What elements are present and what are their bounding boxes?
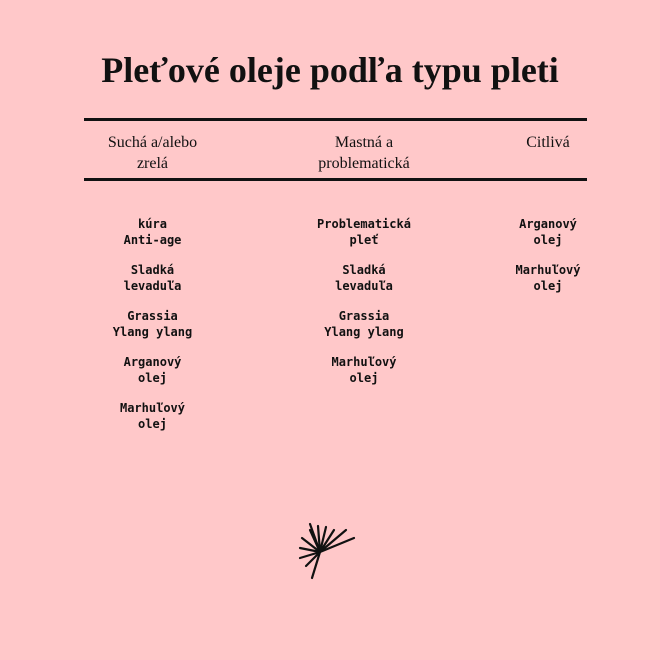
list-item-line: Problematická bbox=[317, 217, 411, 231]
list-item-line: Arganový bbox=[519, 217, 577, 231]
list-item bbox=[80, 400, 225, 432]
list-item-line: levaduľa bbox=[335, 279, 393, 293]
list-item bbox=[80, 216, 225, 248]
list-item bbox=[80, 354, 225, 386]
list-item-line: olej bbox=[138, 417, 167, 431]
list-item bbox=[80, 308, 225, 340]
column-header-dry-mature bbox=[80, 132, 225, 174]
list-item-line: kúra bbox=[138, 217, 167, 231]
column-header-line: zrelá bbox=[136, 155, 169, 172]
column-header-line: Suchá a/alebo bbox=[107, 134, 198, 151]
column-header-line: Citlivá bbox=[526, 134, 570, 151]
list-item-line: Arganový bbox=[123, 355, 182, 369]
list-item-line: olej bbox=[138, 371, 167, 385]
list-item-line: olej bbox=[533, 233, 563, 247]
list-item-line: Grassia bbox=[338, 309, 390, 323]
column-header-sensitive bbox=[488, 132, 608, 153]
column-list-dry-mature bbox=[80, 216, 225, 446]
list-item-line: Marhuľový bbox=[119, 401, 186, 415]
list-item-line: Anti-age bbox=[123, 233, 182, 247]
list-item bbox=[80, 262, 225, 294]
list-item-line: Ylang ylang bbox=[324, 325, 404, 339]
list-item-line: Marhuľový bbox=[331, 355, 397, 369]
list-item bbox=[288, 262, 440, 294]
list-item bbox=[488, 262, 608, 294]
column-header-oily-problematic bbox=[288, 132, 440, 174]
starburst-logo-icon bbox=[296, 522, 360, 582]
list-item-line: olej bbox=[349, 371, 379, 385]
list-item-line: olej bbox=[533, 279, 563, 293]
list-item-line: Ylang ylang bbox=[112, 325, 193, 339]
list-item-line: Grassia bbox=[127, 309, 178, 323]
list-item-line: pleť bbox=[349, 233, 379, 247]
column-list-oily-problematic bbox=[288, 216, 440, 400]
list-item-line: Sladká bbox=[130, 263, 175, 277]
list-item-line: Marhuľový bbox=[515, 263, 581, 277]
list-item bbox=[288, 308, 440, 340]
list-item-line: Sladká bbox=[342, 263, 386, 277]
column-header-line: problematická bbox=[318, 155, 410, 172]
list-item bbox=[488, 216, 608, 248]
list-item-line: levaduľa bbox=[123, 279, 182, 293]
list-item bbox=[288, 354, 440, 386]
column-list-sensitive bbox=[488, 216, 608, 308]
column-header-line: Mastná a bbox=[334, 134, 394, 151]
table-header-rule bbox=[84, 178, 587, 181]
list-item bbox=[288, 216, 440, 248]
page-title: Pleťové oleje podľa typu pleti bbox=[101, 50, 559, 90]
table-top-rule bbox=[84, 118, 587, 121]
